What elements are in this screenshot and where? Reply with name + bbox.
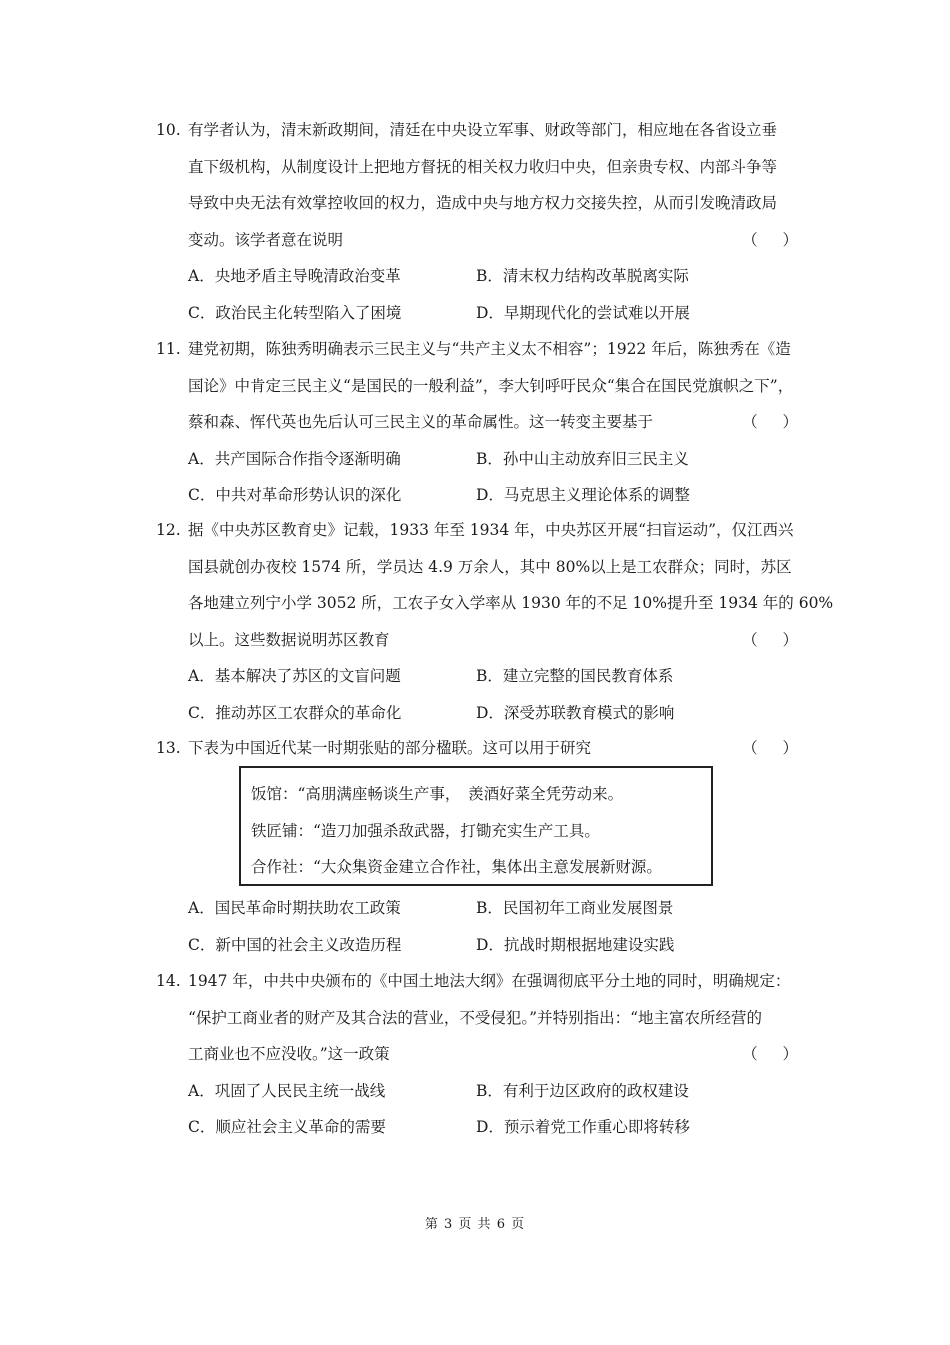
question-11: [156, 331, 816, 514]
question-10: [156, 112, 816, 331]
question-stem-line: “保护工商业者的财产及其合法的营业，不受侵犯。”并特别指出：“地主富农所经营的: [188, 1008, 763, 1027]
question-line: [156, 1000, 816, 1037]
question-line: [156, 112, 816, 149]
couplet-line: 合作社：“大众集资金建立合作社，集体出主意发展新财源。: [251, 858, 662, 876]
options-row: [156, 695, 816, 732]
option-c[interactable]: C．政治民主化转型陷入了困境: [188, 303, 402, 322]
option-d[interactable]: D．深受苏联教育模式的影响: [476, 703, 675, 722]
question-number: 13.: [156, 739, 181, 757]
question-stem-line: 以上。这些数据说明苏区教育: [188, 630, 390, 649]
question-line: [156, 622, 816, 659]
question-stem-line: 国县就创办夜校 1574 所，学员达 4.9 万余人，其中 80%以上是工农群众；同时，苏区: [188, 557, 792, 576]
question-stem-line: 导致中央无法有效掌控收回的权力，造成中央与地方权力交接失控，从而引发晚清政局: [188, 194, 778, 212]
option-b[interactable]: B．孙中山主动放弃旧三民主义: [476, 449, 689, 468]
option-b[interactable]: B．有利于边区政府的政权建设: [476, 1081, 689, 1100]
option-d[interactable]: D．早期现代化的尝试难以开展: [476, 303, 690, 322]
options-row: [156, 258, 816, 295]
question-stem-line: 变动。该学者意在说明: [188, 230, 344, 249]
question-line: [156, 730, 816, 767]
options-row: [156, 1109, 816, 1146]
question-line: [156, 585, 834, 622]
question-number: 12.: [156, 521, 181, 539]
answer-blank[interactable]: （ ）: [742, 739, 808, 757]
couplet-table: [239, 766, 713, 886]
question-line: [156, 963, 816, 1000]
option-c[interactable]: C．新中国的社会主义改造历程: [188, 935, 402, 954]
option-d[interactable]: D．预示着党工作重心即将转移: [476, 1118, 690, 1136]
answer-blank[interactable]: （ ）: [742, 230, 808, 249]
options-row: [156, 295, 816, 332]
couplet-line: 铁匠铺：“造刀加强杀敌武器，打锄充实生产工具。: [251, 821, 600, 840]
option-b[interactable]: B．清末权力结构改革脱离实际: [476, 267, 689, 285]
question-line: [156, 149, 816, 186]
answer-blank[interactable]: （ ）: [742, 413, 808, 431]
question-12: [156, 512, 834, 731]
options-row: [156, 890, 816, 927]
options-row: [156, 658, 816, 695]
question-stem-line: 各地建立列宁小学 3052 所，工农子女入学率从 1930 年的不足 10%提升至 1934 年的 60%: [188, 594, 834, 612]
answer-blank[interactable]: （ ）: [742, 1045, 808, 1063]
options-row: [156, 1073, 816, 1110]
question-line: [156, 512, 816, 549]
option-c[interactable]: C．推动苏区工农群众的革命化: [188, 703, 402, 722]
question-13-options: [156, 890, 816, 963]
question-stem-line: 1947 年，中共中央颁布的《中国土地法大纲》在强调彻底平分土地的同时，明确规定：: [188, 972, 791, 990]
question-number: 11.: [156, 340, 181, 358]
option-d[interactable]: D．马克思主义理论体系的调整: [476, 486, 690, 504]
question-line: [156, 331, 816, 368]
question-stem-line: 据《中央苏区教育史》记载，1933 年至 1934 年，中央苏区开展“扫盲运动”，仅江西兴: [188, 521, 794, 539]
question-14: [156, 963, 816, 1146]
question-number: 10.: [156, 121, 181, 139]
question-stem-line: 直下级机构，从制度设计上把地方督抚的相关权力收归中央，但亲贵专权、内部斗争等: [188, 157, 778, 176]
option-d[interactable]: D．抗战时期根据地建设实践: [476, 935, 675, 954]
question-line: [156, 1036, 816, 1073]
couplet-line: 饭馆：“高朋满座畅谈生产事， 羡酒好菜全凭劳动来。: [251, 785, 624, 803]
question-line: [156, 549, 816, 586]
question-stem-line: 蔡和森、恽代英也先后认可三民主义的革命属性。这一转变主要基于: [188, 413, 654, 431]
option-a[interactable]: A．巩固了人民民主统一战线: [188, 1081, 386, 1100]
question-line: [156, 404, 816, 441]
option-a[interactable]: A．共产国际合作指令逐渐明确: [188, 449, 401, 468]
question-stem-line: 建党初期，陈独秀明确表示三民主义与“共产主义太不相容”；1922 年后，陈独秀在《造: [188, 340, 791, 358]
question-stem-line: 下表为中国近代某一时期张贴的部分楹联。这可以用于研究: [188, 739, 592, 757]
question-stem-line: 有学者认为，清末新政期间，清廷在中央设立军事、财政等部门，相应地在各省设立垂: [188, 121, 778, 139]
option-c[interactable]: C．顺应社会主义革命的需要: [188, 1118, 386, 1136]
question-line: [156, 222, 816, 259]
option-b[interactable]: B．建立完整的国民教育体系: [476, 667, 674, 685]
option-b[interactable]: B．民国初年工商业发展图景: [476, 899, 674, 917]
options-row: [156, 441, 816, 478]
option-a[interactable]: A．国民革命时期扶助农工政策: [188, 899, 401, 917]
question-number: 14.: [156, 972, 181, 990]
question-13: [156, 730, 816, 767]
question-stem-line: 工商业也不应没收。”这一政策: [188, 1045, 390, 1063]
answer-blank[interactable]: （ ）: [742, 630, 808, 649]
question-line: [156, 368, 816, 405]
option-c[interactable]: C．中共对革命形势认识的深化: [188, 486, 402, 504]
option-a[interactable]: A．基本解决了苏区的文盲问题: [188, 667, 401, 685]
options-row: [156, 477, 816, 514]
page-number-footer: 第 3 页 共 6 页: [424, 1217, 526, 1232]
question-stem-line: 国论》中肯定三民主义“是国民的一般利益”，李大钊呼吁民众“集合在国民党旗帜之下”，: [188, 376, 794, 395]
option-a[interactable]: A．央地矛盾主导晚清政治变革: [188, 267, 401, 285]
question-line: [156, 185, 816, 222]
options-row: [156, 927, 816, 964]
